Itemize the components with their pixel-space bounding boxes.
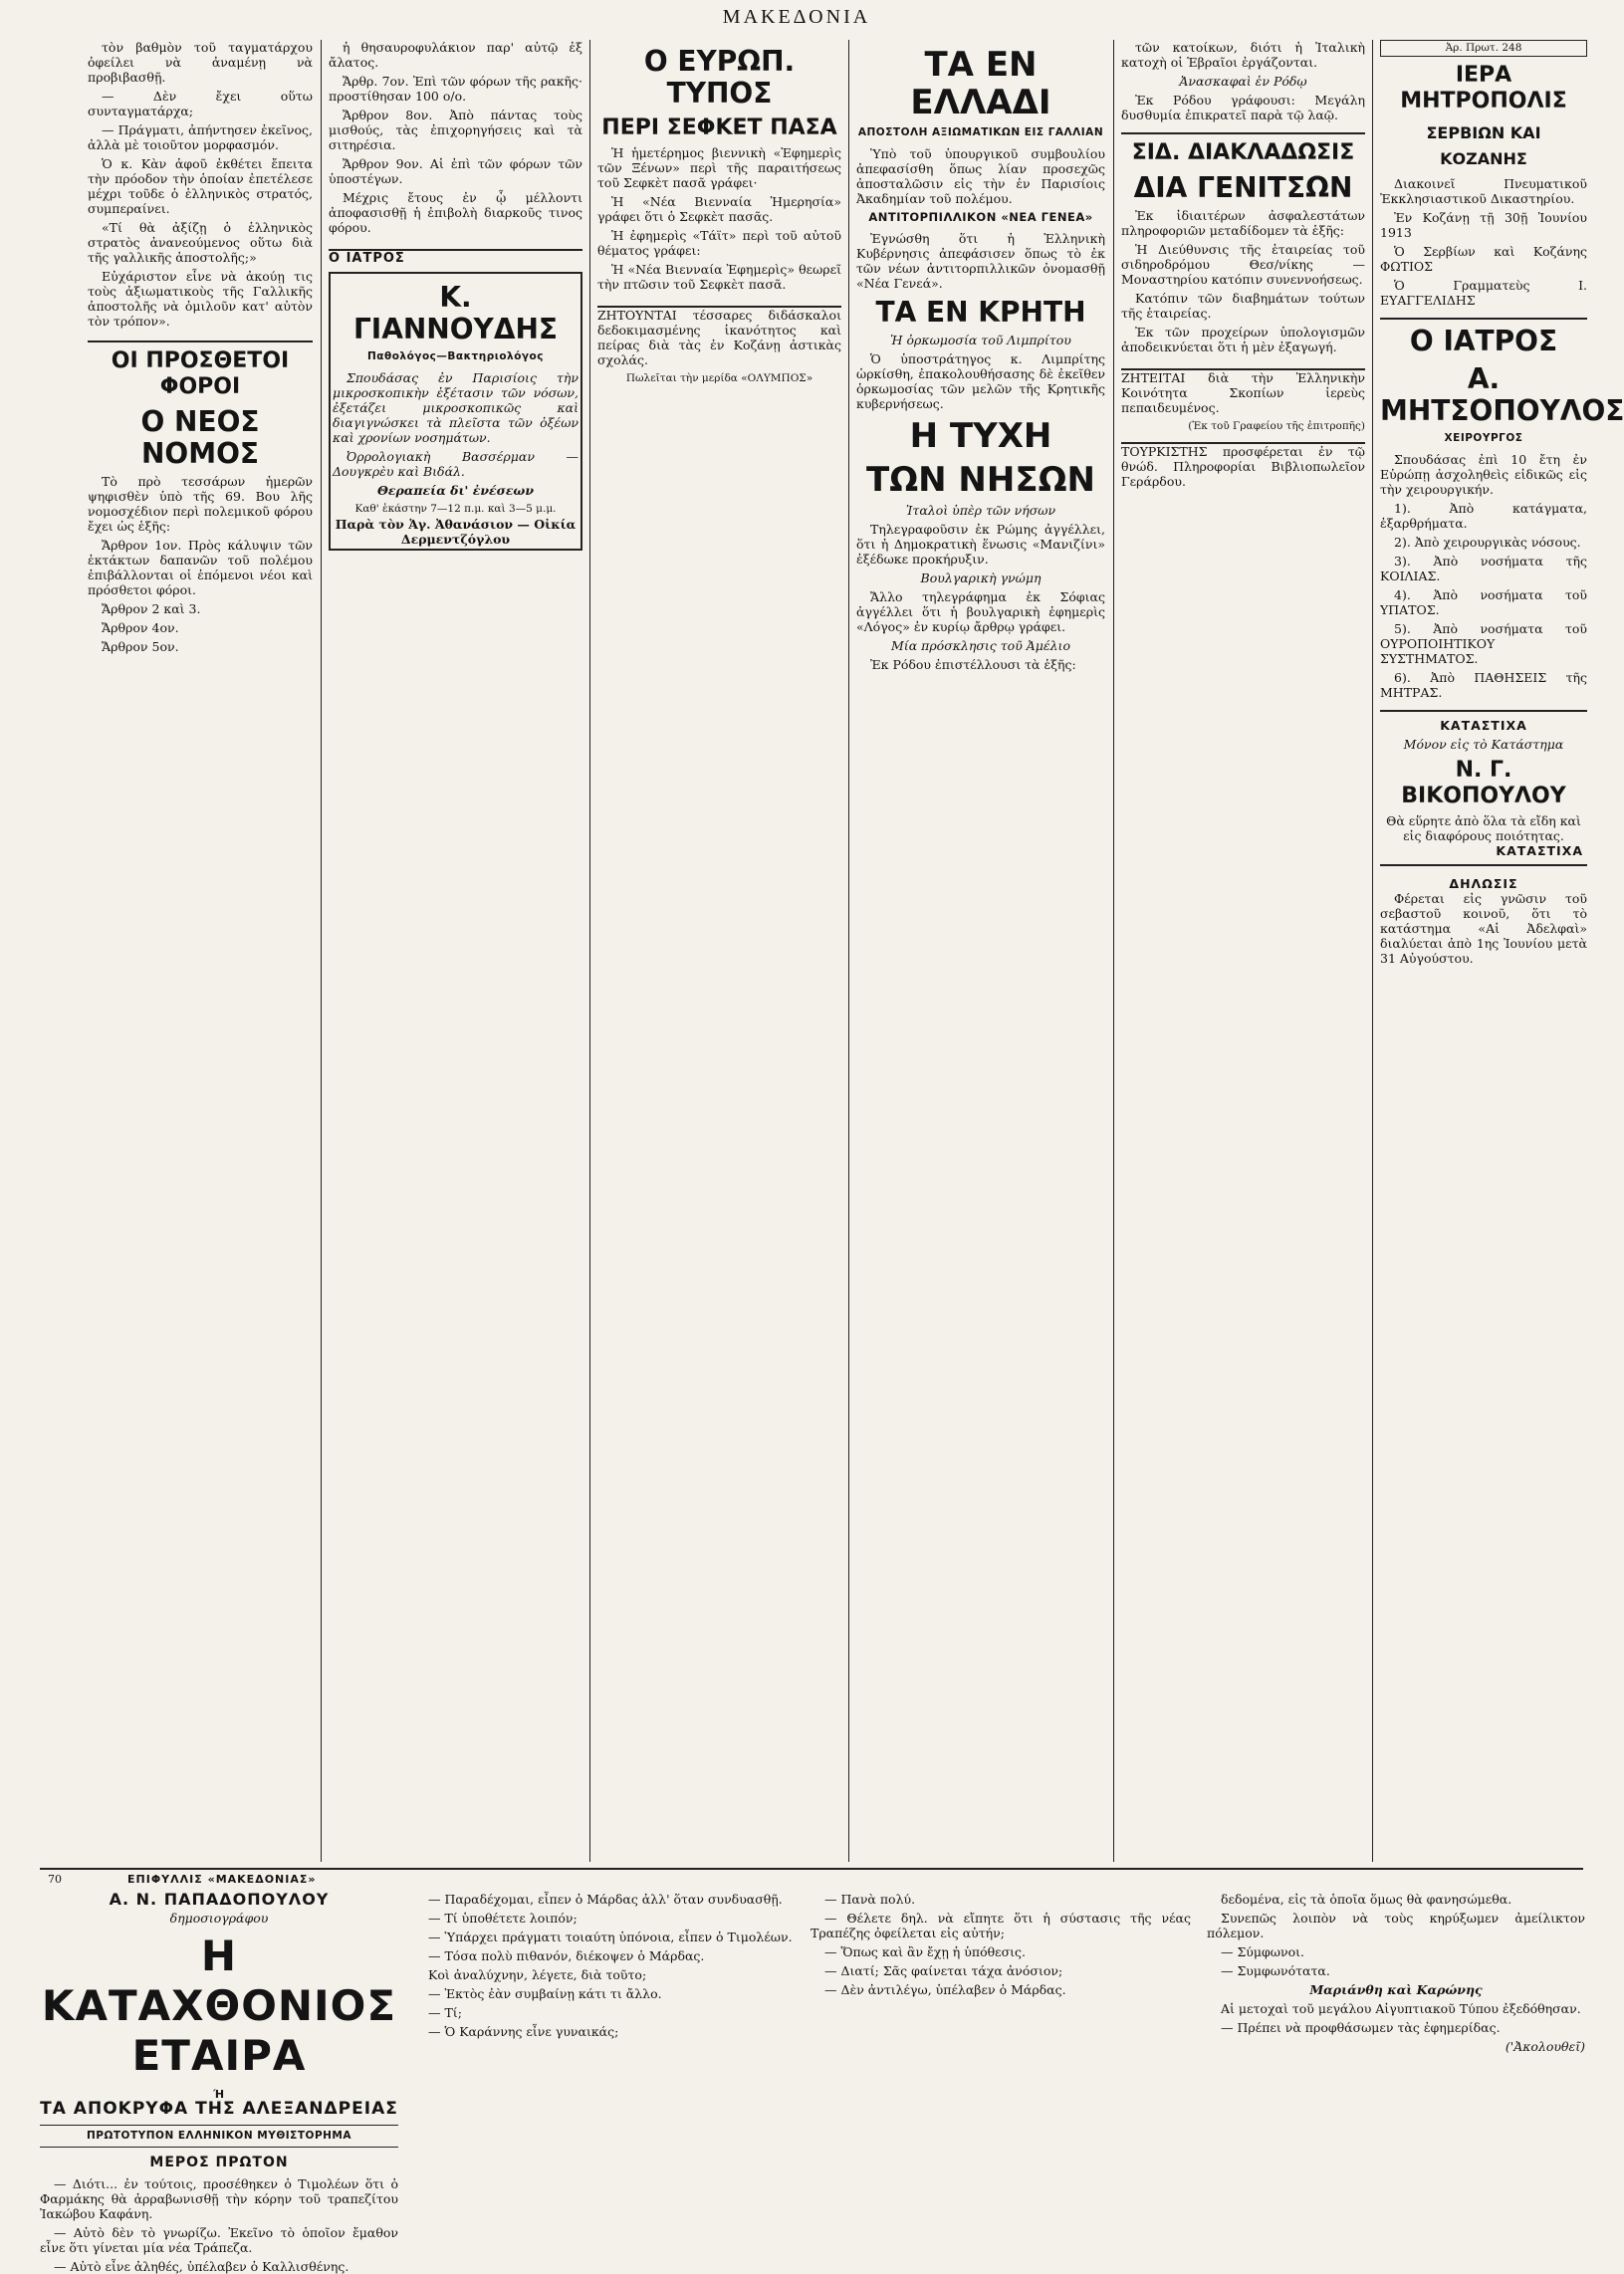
paragraph: Αἱ μετοχαὶ τοῦ μεγάλου Αἰγυπτιακοῦ Τύπου ἐξεδόθησαν. xyxy=(1221,2001,1581,2016)
ad-label: Ο ΙΑΤΡΟΣ xyxy=(329,251,405,266)
subhead: ΑΠΟΣΤΟΛΗ ΑΞΙΩΜΑΤΙΚΩΝ ΕΙΣ ΓΑΛΛΙΑΝ xyxy=(857,126,1104,138)
paragraph: Ἄρθρον 2 καὶ 3. xyxy=(102,601,201,616)
serial-column-1 xyxy=(40,1890,398,2274)
headline: Ο ΙΑΤΡΟΣ xyxy=(1409,325,1558,357)
headline: ΤΑ ΕΝ ΚΡΗΤΗ xyxy=(875,296,1086,329)
paragraph: — Ὅπως καὶ ἂν ἔχῃ ἡ ὑπόθεσις. xyxy=(824,1944,1027,1959)
shop-name: Ν. Γ. ΒΙΚΟΠΟΥΛΟΥ xyxy=(1401,758,1566,808)
paragraph: — Θέλετε δηλ. νὰ εἴπητε ὅτι ἡ σύστασις τῆς νέας Τραπέζης ὀφείλεται εἰς αὐτήν; xyxy=(811,1911,1191,1940)
ad-priest: ΖΗΤΕΙΤΑΙ διὰ τὴν Ἑλληνικὴν Κοινότητα Σκοπίων ἱερεὺς πεπαιδευμένος. xyxy=(1121,370,1365,415)
ad-line: Θεραπεία δι' ἐνέσεων xyxy=(376,483,534,498)
article-divider xyxy=(1121,132,1365,134)
paragraph: Ἄρθρον 4ον. xyxy=(102,620,179,635)
article-divider xyxy=(1380,318,1587,320)
serial-title: Η ΚΑΤΑΧΘΟΝΙΟΣ ΕΤΑΙΡΑ xyxy=(41,1932,397,2080)
paragraph: Ὑπὸ τοῦ ὑπουργικοῦ συμβουλίου ἀπεφασίσθη ὅπως λίαν προσεχῶς ἀποσταλῶσιν εἰς τὴν ἐν Παρισίοις Ἀκαδημίαν τοῦ πολέμου. xyxy=(856,146,1105,206)
ad-turkish: ΤΟΥΡΚΙΣΤΗΣ προσφέρεται ἐν τῷ θνώδ. Πληροφορίαι Βιβλιοπωλεῖον Γεράρδου. xyxy=(1121,444,1365,489)
ad-title: Μόνον εἰς τὸ Κατάστημα xyxy=(1403,737,1564,752)
serial-divider xyxy=(40,1868,1583,1870)
paragraph: Διακοινεῖ Πνευματικοῦ Ἐκκλησιαστικοῦ Δικαστηρίου. xyxy=(1380,176,1587,206)
paragraph: Ὁ κ. Κὰν ἀφοῦ ἐκθέτει ἔπειτα τὴν πρόοδον τὴν ὁποίαν ἐπετέλεσε μέχρι τοῦδε ὁ ἑλληνικὸς στρατός, συμπεραίνει. xyxy=(88,156,313,216)
paragraph: Ἡ «Νέα Βιενναία Ἡμερησία» γράφει ὅτι ὁ Σεφκὲτ πασᾶς. xyxy=(597,194,841,224)
paragraph: Ἐκ Ρόδου γράφουσι: Μεγάλη δυσθυμία ἐπικρατεῖ παρὰ τῷ λαῷ. xyxy=(1121,93,1365,122)
paragraph: τῶν κατοίκων, διότι ἡ Ἰταλικὴ κατοχὴ οἱ Ἑβραῖοι ἐργάζονται. xyxy=(1121,40,1365,70)
paragraph: Σπουδάσας ἐπὶ 10 ἔτη ἐν Εὐρώπῃ ἀσχοληθεὶς εἰδικῶς εἰς τὴν χειρουργικήν. xyxy=(1380,452,1587,497)
paragraph: Εὐχάριστον εἶνε νὰ ἀκούῃ τις τοὺς ἀξιωματικοὺς τῆς Γαλλικῆς ἀποστολῆς νὰ ὁμιλοῦν κατ' αὐτὸν τὸν τρόπον». xyxy=(88,269,313,329)
paragraph: — Αὐτὸ εἶνε ἀληθές, ὑπέλαβεν ὁ Καλλισθένης. xyxy=(54,2259,349,2274)
headline: ΙΕΡΑ ΜΗΤΡΟΠΟΛΙΣ xyxy=(1400,63,1567,114)
serial-author: Α. Ν. ΠΑΠΑΔΟΠΟΥΛΟΥ xyxy=(109,1890,330,1909)
column-rule xyxy=(321,40,322,1862)
paragraph: Ἐν Κοζάνῃ τῇ 30ῇ Ἰουνίου 1913 xyxy=(1380,210,1587,240)
article-divider xyxy=(88,341,313,342)
ad-line: Ὀρρολογιακὴ Βασσέρμαν — Δουγκρὲυ καὶ Βιδάλ. xyxy=(333,449,579,479)
paragraph: Τηλεγραφοῦσιν ἐκ Ρώμης ἀγγέλλει, ὅτι ἡ Δημοκρατικὴ ἕνωσις «Μανιζίνι» ἐξέδωκε προκήρυξιν. xyxy=(856,522,1105,567)
dek: Μία πρόσκλησις τοῦ Ἀμέλιο xyxy=(891,638,1070,653)
paragraph: Ὁ ὑποστράτηγος κ. Λιμπρίτης ὡρκίσθη, ἐπακολουθήσασης δὲ ἐκεῖθεν ὁρκωμοσίας τῶν μελῶν τῆς Κρητικῆς κυβερνήσεως. xyxy=(856,351,1105,411)
ad-sign: ΚΑΤΑΣΤΙΧΑ xyxy=(1440,718,1527,733)
ad-footer: Πωλεῖται τὴν μερίδα «ΟΛΥΜΠΟΣ» xyxy=(625,372,813,384)
reference-number: Ἀρ. Πρωτ. 248 xyxy=(1380,40,1587,57)
paragraph: — Ὑπάρχει πράγματι τοιαύτη ὑπόνοια, εἶπεν ὁ Τιμολέων. xyxy=(428,1930,793,1944)
paragraph: τὸν βαθμὸν τοῦ ταγματάρχου ὀφείλει νὰ ἀναμένῃ νὰ προβιβασθῇ. xyxy=(88,40,313,85)
column-rule xyxy=(1113,40,1114,1862)
ad-teachers: ΖΗΤΟΥΝΤΑΙ τέσσαρες διδάσκαλοι δεδοκιμασμένης ἱκανότητος καὶ πείρας διὰ τὰς ἐν Κοζάνῃ ἀστικὰς σχολάς. xyxy=(597,308,841,367)
paragraph: — Διότι... ἐν τούτοις, προσέθηκεν ὁ Τιμολέων ὅτι ὁ Φαρμάκης θὰ ἀρραβωνισθῇ τὴν κόρην τοῦ τραπεζίτου Ἰακώβου Καφάνη. xyxy=(40,2176,398,2221)
paragraph: Ἄλλο τηλεγράφημα ἐκ Σόφιας ἀγγέλλει ὅτι ἡ βουλγαρικὴ ἐφημερὶς «Λόγος» ἐν κυρίῳ ἄρθρῳ γράφει. xyxy=(856,589,1105,634)
paragraph: Ἄρθρον 9ον. Αἱ ἐπὶ τῶν φόρων τῶν ὑποστέγων. xyxy=(329,156,582,186)
serial-author-role: δημοσιογράφου xyxy=(169,1911,269,1926)
list-item: 3). Ἀπὸ νοσήματα τῆς ΚΟΙΛΙΑΣ. xyxy=(1380,554,1587,583)
paragraph: — Διατί; Σᾶς φαίνεται τάχα ἀνόσιον; xyxy=(824,1963,1063,1978)
serial-heading xyxy=(40,1892,398,2170)
continued-note: ('Ἀκολουθεῖ) xyxy=(1505,2039,1585,2054)
headline: ΔΙΑ ΓΕΝΙΤΣΩΝ xyxy=(1133,171,1353,204)
paragraph: Ἄρθρον 8ον. Ἀπὸ πάντας τοὺς μισθούς, τὰς ἐπιχορηγήσεις καὶ τὰ σιτηρέσια. xyxy=(329,108,582,152)
column-rule xyxy=(848,40,849,1862)
doctor-name: Α. ΜΗΤΣΟΠΟΥΛΟΣ xyxy=(1380,362,1624,427)
paragraph: Ἐκ ἰδιαιτέρων ἀσφαλεστάτων πληροφοριῶν μεταδίδομεν τὰ ἑξῆς: xyxy=(1121,208,1365,238)
headline: ΣΙΔ. ΔΙΑΚΛΑΔΩΣΙΣ xyxy=(1131,140,1355,165)
headline: ΤΩΝ ΝΗΣΩΝ xyxy=(866,460,1095,500)
paragraph: — Δὲν ἔχει οὕτω συνταγματάρχα; xyxy=(88,89,313,118)
list-item: 4). Ἀπὸ νοσήματα τοῦ ΥΠΑΤΟΣ. xyxy=(1380,587,1587,617)
paragraph: — Πανὰ πολύ. xyxy=(824,1892,916,1907)
paragraph: — Ὁ Καράννης εἶνε γυναικάς; xyxy=(428,2024,619,2039)
paragraph: — Παραδέχομαι, εἶπεν ὁ Μάρδας ἀλλ' ὅταν συνδυασθῇ. xyxy=(428,1892,783,1907)
headline: Ο ΝΕΟΣ ΝΟΜΟΣ xyxy=(140,405,260,470)
paragraph: Μέχρις ἔτους ἐν ᾧ μέλλοντι ἀποφασισθῇ ἡ ἐπιβολὴ διαρκοῦς τινος φόρου. xyxy=(329,190,582,235)
paragraph: Φέρεται εἰς γνῶσιν τοῦ σεβαστοῦ κοινοῦ, ὅτι τὸ κατάστημα «Αἱ Ἀδελφαὶ» διαλύεται ἀπὸ 1ης Ἰουνίου μετὰ 31 Αὐγούστου. xyxy=(1380,891,1587,966)
paragraph: — Συμφωνότατα. xyxy=(1221,1963,1330,1978)
subhead: ΧΕΙΡΟΥΡΓΟΣ xyxy=(1444,432,1523,444)
paragraph: Κοὶ ἀναλύχνην, λέγετε, διὰ τοῦτο; xyxy=(428,1967,647,1982)
paragraph: Ἄρθρ. 7ον. Ἐπὶ τῶν φόρων τῆς ρακῆς· προστίθησαν 100 ο/ο. xyxy=(329,74,582,104)
column-rule xyxy=(1372,40,1373,1862)
subhead: ΑΝΤΙΤΟΡΠΙΛΛΙΚΟΝ «ΝΕΑ ΓΕΝΕΑ» xyxy=(868,210,1093,224)
ad-hours: Καθ' ἑκάστην 7—12 π.μ. καὶ 3—5 μ.μ. xyxy=(354,503,557,515)
paragraph: Ἄρθρον 1ον. Πρὸς κάλυψιν τῶν ἐκτάκτων δαπανῶν τοῦ πολέμου ἐπιβάλλονται οἱ ἑπόμενοι νέοι καὶ πρόσθετοι φόροι. xyxy=(88,538,313,597)
paragraph: Κατόπιν τῶν διαβημάτων τούτων τῆς ἑταιρείας. xyxy=(1121,291,1365,321)
paragraph: — Τόσα πολὺ πιθανόν, διέκοψεν ὁ Μάρδας. xyxy=(428,1948,705,1963)
paragraph: — Ἐκτὸς ἐὰν συμβαίνῃ κάτι τι ἄλλο. xyxy=(428,1986,662,2001)
column-rule xyxy=(589,40,590,1862)
dek: Ἡ ὁρκωμοσία τοῦ Λιμπρίτου xyxy=(890,333,1071,347)
list-item: 6). Ἀπὸ ΠΑΘΗΣΕΙΣ τῆς ΜΗΤΡΑΣ. xyxy=(1380,670,1587,700)
paragraph: — Πράγματι, ἀπήντησεν ἐκεῖνος, ἀλλὰ μὲ τοιοῦτον μορφασμόν. xyxy=(88,122,313,152)
dek: Βουλγαρικὴ γνώμη xyxy=(920,570,1042,585)
paragraph: Ἡ ἐφημερὶς «Τάϊτ» περὶ τοῦ αὐτοῦ θέματος γράφει: xyxy=(597,228,841,258)
serial-subtitle: ΤΑ ΑΠΟΚΡΥΦΑ ΤΗΣ ΑΛΕΞΑΝΔΡΕΙΑΣ xyxy=(40,2099,398,2119)
serial-column-4 xyxy=(1207,1892,1585,2235)
declaration-title: ΔΗΛΩΣΙΣ xyxy=(1449,876,1518,891)
serial-conjunction: Ή xyxy=(212,2088,226,2101)
serial-label: ΕΠΙΦΥΛΛΙΣ «ΜΑΚΕΔΟΝΙΑΣ» xyxy=(127,1873,317,1886)
headline: ΤΑ ΕΝ ΕΛΛΑΔΙ xyxy=(910,45,1051,122)
paragraph: — Τί ὑποθέτετε λοιπόν; xyxy=(428,1911,578,1926)
paragraph: — Τί; xyxy=(428,2005,462,2020)
ad-body: Σπουδάσας ἐν Παρισίοις τὴν μικροσκοπικὴν ἐξέτασιν τῶν νόσων, ἐξετάζει μικροσκοπικῶς καὶ διαγιγνώσκει τὰ πλεῖστα τῶν ὀξέων καὶ χρονίων νοσημάτων. xyxy=(333,370,579,445)
headline: Ο ΕΥΡΩΠ. ΤΥΠΟΣ xyxy=(643,45,796,110)
paragraph: Ὁ Σερβίων καὶ Κοζάνης ΦΩΤΙΟΣ xyxy=(1380,244,1587,274)
doctor-name: Κ. ΓΙΑΝΝΟΥΔΗΣ xyxy=(352,281,559,345)
paragraph: δεδομένα, εἰς τὰ ὁποῖα ὅμως θὰ φανησώμεθα. xyxy=(1221,1892,1512,1907)
ad-source: (Ἐκ τοῦ Γραφείου τῆς ἐπιτροπῆς) xyxy=(1188,420,1365,432)
paragraph: ἡ θησαυροφυλάκιον παρ' αὐτῷ ἐξ ἄλατος. xyxy=(329,40,582,70)
paragraph: — Αὐτὸ δὲν τὸ γνωρίζω. Ἐκεῖνο τὸ ὁποῖον ἔμαθον εἶνε ὅτι γίνεται μία νέα Τράπεζα. xyxy=(40,2225,398,2255)
serial-column-3 xyxy=(811,1892,1191,2235)
serial-number: 70 xyxy=(48,1873,62,1886)
paragraph: Ὁ Γραμματεὺς Ι. ΕΥΑΓΓΕΛΙΔΗΣ xyxy=(1380,278,1587,308)
paragraph: — Πρέπει νὰ προφθάσωμεν τὰς ἐφημερίδας. xyxy=(1221,2020,1501,2035)
list-item: 5). Ἀπὸ νοσήματα τοῦ ΟΥΡΟΠΟΙΗΤΙΚΟΥ ΣΥΣΤΗΜΑΤΟΣ. xyxy=(1380,621,1587,666)
shop-ad xyxy=(1380,710,1587,866)
dek: Ἰταλοὶ ὑπὲρ τῶν νήσων xyxy=(905,503,1056,518)
doctor-ad xyxy=(329,272,582,551)
ad-sign: ΚΑΤΑΣΤΙΧΑ xyxy=(1496,843,1583,858)
serial-part: ΜΕΡΟΣ ΠΡΩΤΟΝ xyxy=(149,2155,289,2170)
paragraph: Ἄρθρον 5ον. xyxy=(102,639,179,654)
list-item: 1). Ἀπὸ κατάγματα, ἐξαρθρήματα. xyxy=(1380,501,1587,531)
column-6 xyxy=(1380,40,1624,1862)
ad-line: Θὰ εὕρητε ἀπὸ ὅλα τὰ εἴδη καὶ εἰς διαφόρους ποιότητας. xyxy=(1386,813,1581,843)
serial-kind: ΠΡΩΤΟΤΥΠΟΝ ΕΛΛΗΝΙΚΟΝ ΜΥΘΙΣΤΟΡΗΜΑ xyxy=(40,2125,398,2148)
headline: ΠΕΡΙ ΣΕΦΚΕΤ ΠΑΣΑ xyxy=(601,115,837,140)
headline: Η ΤΥΧΗ xyxy=(909,416,1052,456)
paragraph: Τὸ πρὸ τεσσάρων ἡμερῶν ψηφισθὲν ὑπὸ τῆς 69. Βου λῆς νομοσχέδιον περὶ πολεμικοῦ φόρου ἔχει ὡς ἑξῆς: xyxy=(88,474,313,534)
paragraph: Ἐκ Ρόδου ἐπιστέλλουσι τὰ ἑξῆς: xyxy=(870,657,1076,672)
column-4 xyxy=(856,40,1105,1862)
paragraph: Ἡ Διεύθυνσις τῆς ἑταιρείας τοῦ σιδηροδρόμου Θεσ/νίκης — Μοναστηρίου κατόπιν συνεννοήσεως. xyxy=(1121,242,1365,287)
paragraph: — Σύμφωνοι. xyxy=(1221,1944,1304,1959)
column-5 xyxy=(1121,40,1365,1862)
column-3 xyxy=(597,40,841,1862)
column-1 xyxy=(88,40,313,1862)
serial-subheading: Μαριάνθη καὶ Καρώνης xyxy=(1309,1982,1483,1997)
paragraph: Ἡ ἡμετέρημος βιεννικὴ «Ἐφημερὶς τῶν Ξένων» περὶ τῆς παραιτήσεως τοῦ Σεφκὲτ πασᾶ γράφει· xyxy=(597,145,841,190)
specialty: Παθολόγος—Βακτηριολόγος xyxy=(367,350,544,362)
masthead: ΜΑΚΕΔΟΝΙΑ xyxy=(722,6,871,28)
paragraph: — Δὲν ἀντιλέγω, ὑπέλαβεν ὁ Μάρδας. xyxy=(824,1982,1066,1997)
paragraph: Ἐγνώσθη ὅτι ἡ Ἑλληνικὴ Κυβέρνησις ἀπεφάσισεν ὅπως τὸ ἐκ τῶν νέων ἀντιτορπιλλικῶν ὀνομασθῇ «Νέα Γενεά». xyxy=(856,231,1105,291)
paragraph: Ἡ «Νέα Βιενναία Ἐφημερὶς» θεωρεῖ τὴν πτῶσιν τοῦ Σεφκὲτ πασᾶ. xyxy=(597,262,841,292)
list-item: 2). Ἀπὸ χειρουργικὰς νόσους. xyxy=(1394,535,1581,550)
paragraph: Συνεπῶς λοιπὸν νὰ τοὺς κηρύξωμεν ἀμείλικτον πόλεμον. xyxy=(1207,1911,1585,1940)
paragraph: Ἐκ τῶν προχείρων ὑπολογισμῶν ἀποδεικνύεται ὅτι ἡ μὲν ἐξαγωγή. xyxy=(1121,325,1365,354)
headline: ΣΕΡΒΙΩΝ ΚΑΙ ΚΟΖΑΝΗΣ xyxy=(1426,123,1541,168)
serial-column-2 xyxy=(414,1892,795,2235)
column-2 xyxy=(329,40,582,1862)
dek: Ἀνασκαφαὶ ἐν Ρόδῳ xyxy=(1179,74,1307,89)
paragraph: «Τί θὰ ἀξίζῃ ὁ ἑλληνικὸς στρατὸς ἀνανεούμενος οὕτω διὰ τῆς γαλλικῆς ἀποστολῆς;» xyxy=(88,220,313,265)
ad-address: Παρὰ τὸν Ἁγ. Ἀθανάσιον — Οἰκία Δερμεντζόγλου xyxy=(335,517,577,547)
headline: ΟΙ ΠΡΟΣΘΕΤΟΙ ΦΟΡΟΙ xyxy=(111,348,290,399)
